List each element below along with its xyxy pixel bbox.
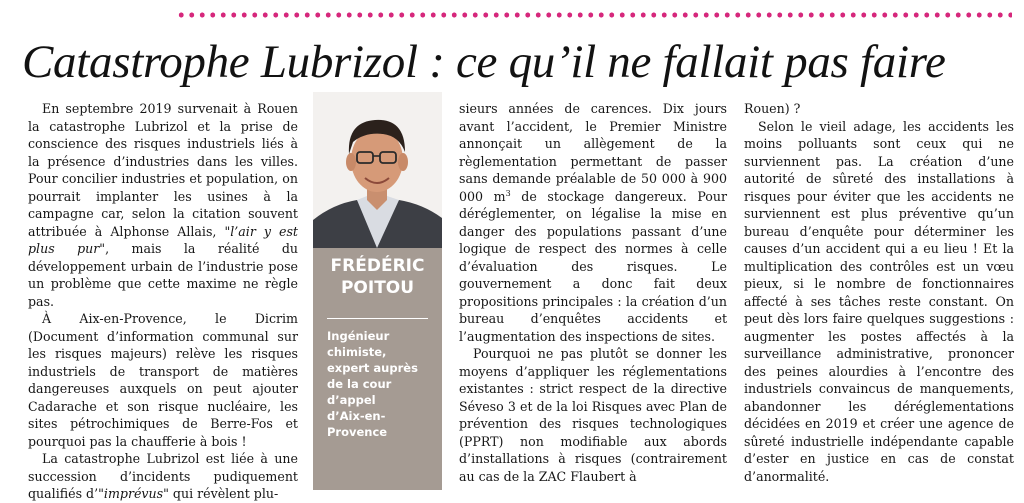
paragraph: Pourquoi ne pas plutôt se donner les moyens d’appliquer les réglementations existantes : strict respect de la directive Séveso 3 et de la loi Risques avec Plan de prévention des risques technologiques (PPRT) non modifiable aux abords d’installations à risques (contrairement au cas de la ZAC Flaubert à [459,346,727,484]
article-column-1 [28,100,298,503]
paragraph: La catastrophe Lubrizol est liée à une succession d’incidents pudiquement qualifiés d’"imprévus" qui révèlent plu- [28,451,298,501]
author-name [313,255,442,299]
sidebar-divider [327,318,428,319]
author-role [327,328,435,440]
author-role-line: chimiste, [327,345,387,359]
author-role-line: d’Aix-en- [327,409,386,423]
author-name-line: POITOU [340,278,415,298]
paragraph: Rouen) ? [744,101,801,116]
article-column-2 [459,100,727,485]
author-role-line: de la cour [327,377,392,391]
paragraph: À Aix-en-Provence, le Dicrim (Document d’information communal sur les risques majeurs) relève les risques industriels de transport de matières dangereuses auxquels on peut ajouter Cadarache et son risque nucléaire, les sites pétrochimiques de Berre-Fos et pourquoi pas la chaufferie à bois ! [28,311,298,449]
paragraph: Selon le vieil adage, les accidents les moins polluants sont ceux qui ne surviennent pas. La création d’une autorité de sûreté des installations à risques pour éviter que les accidents ne surviennent est plus préventive qu’un bureau d’enquête pour déterminer les causes d’un accident qui a eu lieu ! Et la multiplication des contrôles est un vœu pieux, si le nombre de fonctionnaires affecté à ses tâches reste constant. On peut dès lors faire quelques suggestions : augmenter les postes affectés à la surveillance administrative, prononcer des peines alourdies à l’encontre des industriels convaincus de manquements, abandonner les déréglementations décidées en 2019 et créer une agence de sûreté industrielle indépendante capable d’ester en justice en cas de constat d’anormalité. [744,118,1014,484]
author-photo [313,92,442,248]
paragraph: En septembre 2019 survenait à Rouen la catastrophe Lubrizol et la prise de conscience des risques industriels liés à la présence d’industries dans les villes. Pour concilier industries et population, on pourrait implanter les usines à la campagne car, selon la citation souvent attribuée à Alphonse Allais, "l’air y est plus pur", mais la réalité du développement urbain de l’industrie pose un problème que cette maxime ne règle pas. [28,101,298,309]
author-sidebar [313,92,442,490]
author-role-line: expert auprès [327,361,418,375]
paragraph: sieurs années de carences. Dix jours avant l’accident, le Premier Ministre annonçait un allègement de la règlementation permettant de passer sans demande préalable de 50 000 à 900 000 $m^3$ de stockage dangereux. Pour déréglementer, on légalise la mise en danger des populations passant d’une logique de respect des normes à celle d’évaluation des risques. Le gouvernement a donc fait deux propositions principales : la création d’un bureau d’enquêtes accidents et l’augmentation des inspections de sites. [459,101,728,344]
author-name-line: FRÉDÉRIC [330,256,425,276]
decorative-dot-rule [176,12,1012,18]
article-column-3 [744,100,1014,485]
author-role-line: d’appel [327,393,376,407]
headline: Catastrophe Lubrizol : ce qu’il ne fallait pas faire [22,36,946,88]
author-role-line: Provence [327,425,388,439]
author-role-line: Ingénieur [327,329,390,343]
author-portrait-icon [313,92,442,248]
